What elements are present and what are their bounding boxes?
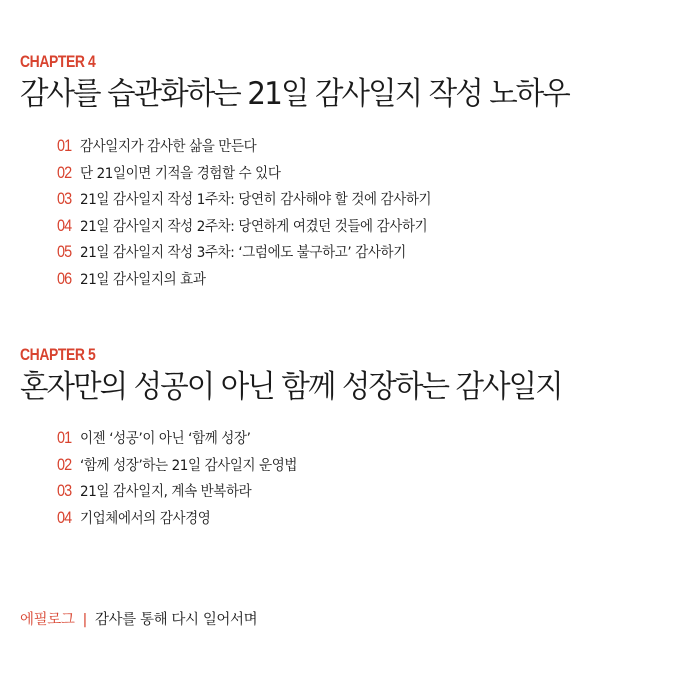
- epilogue-entry[interactable]: [20, 610, 257, 630]
- toc-item-title: 21일 감사일지, 계속 반복하라: [80, 484, 252, 501]
- chapter-title: 혼자만의 성공이 아닌 함께 성장하는 감사일지: [20, 369, 562, 405]
- chapter-4-header: [20, 52, 598, 114]
- chapter-label: CHAPTER 4: [20, 52, 96, 71]
- epilogue-label: 에필로그: [20, 612, 75, 628]
- toc-item-number: 01: [57, 428, 72, 447]
- chapter-5-toc-list: [57, 425, 313, 531]
- toc-item-title: 단 21일이면 기적을 경험할 수 있다: [80, 165, 281, 182]
- epilogue-title: 감사를 통해 다시 일어서며: [94, 612, 258, 628]
- chapter-4-toc-list: [57, 133, 458, 293]
- toc-item[interactable]: [57, 425, 313, 452]
- epilogue-separator: |: [82, 612, 87, 628]
- toc-item[interactable]: [57, 160, 458, 187]
- toc-item-title: 21일 감사일지 작성 3주차: ‘그럼에도 불구하고’ 감사하기: [80, 245, 406, 262]
- toc-item-number: 03: [57, 189, 72, 209]
- toc-item-number: 01: [57, 136, 72, 155]
- toc-item[interactable]: [57, 186, 458, 213]
- toc-item-number: 03: [57, 481, 72, 501]
- toc-item[interactable]: [57, 239, 458, 266]
- toc-item[interactable]: [57, 505, 313, 532]
- toc-item[interactable]: [57, 213, 458, 240]
- toc-item-number: 02: [57, 162, 72, 182]
- chapter-title: 감사를 습관화하는 21일 감사일지 작성 노하우: [20, 76, 569, 112]
- toc-item-title: 21일 감사일지 작성 2주차: 당연하게 여겼던 것들에 감사하기: [80, 218, 428, 235]
- toc-item[interactable]: [57, 133, 458, 160]
- toc-item-number: 04: [57, 215, 72, 235]
- toc-item[interactable]: [57, 478, 313, 505]
- chapter-label: CHAPTER 5: [20, 345, 96, 364]
- toc-item-title: 기업체에서의 감사경영: [80, 510, 211, 527]
- toc-item-title: 21일 감사일지 작성 1주차: 당연히 감사해야 할 것에 감사하기: [80, 192, 432, 209]
- toc-item[interactable]: [57, 452, 313, 479]
- chapter-5-header: [20, 345, 590, 407]
- toc-item-title: 21일 감사일지의 효과: [80, 271, 206, 288]
- toc-item-number: 02: [57, 454, 72, 474]
- toc-item[interactable]: [57, 266, 458, 293]
- toc-item-title: 감사일지가 감사한 삶을 만든다: [80, 139, 257, 155]
- toc-item-number: 06: [57, 268, 72, 288]
- toc-item-title: 이젠 ‘성공’이 아닌 ‘함께 성장’: [80, 431, 251, 447]
- toc-item-number: 05: [57, 242, 72, 262]
- toc-item-number: 04: [57, 507, 72, 527]
- toc-item-title: ‘함께 성장’하는 21일 감사일지 운영법: [80, 457, 298, 474]
